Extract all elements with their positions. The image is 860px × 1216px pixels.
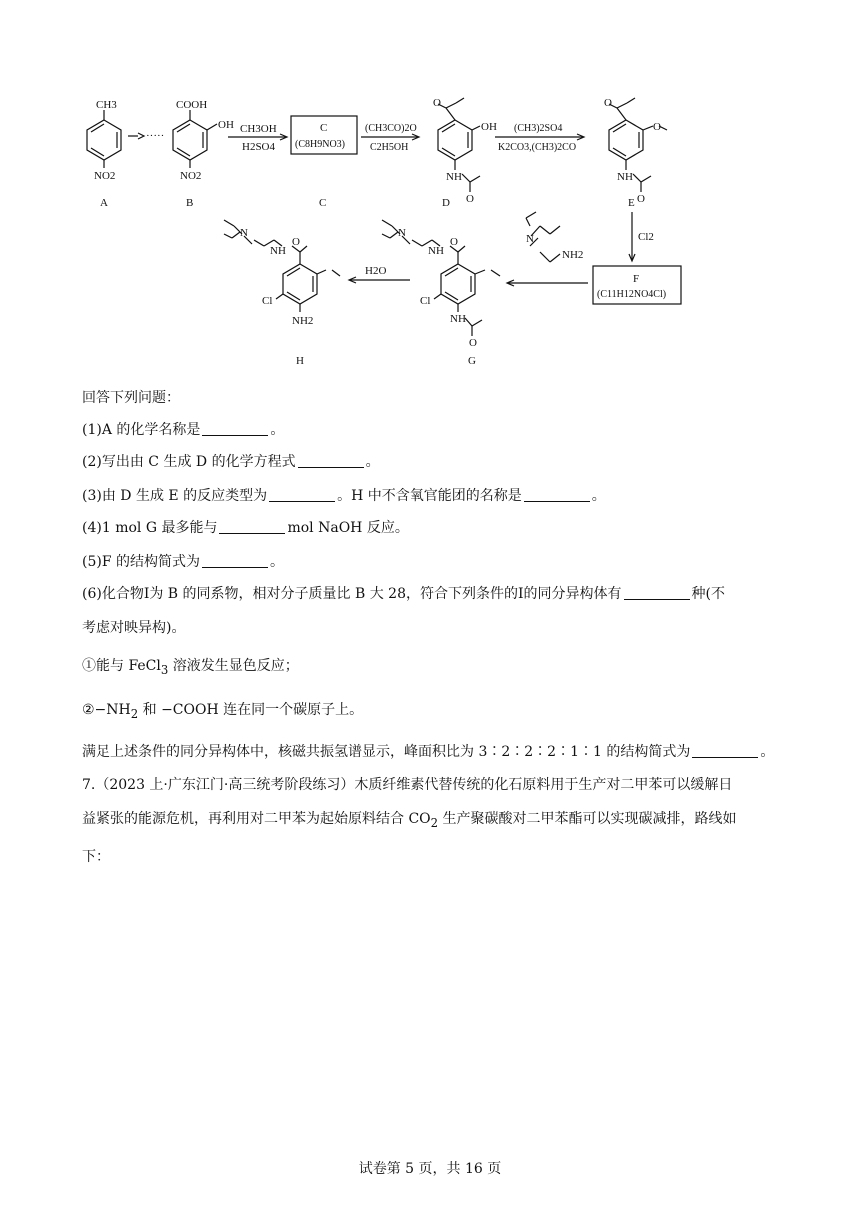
ring-a <box>87 120 121 160</box>
g-nh: NH <box>428 245 444 257</box>
ring-b <box>173 120 207 160</box>
label-d: D <box>442 197 450 209</box>
label-g: G <box>468 355 476 367</box>
q3-blank-1[interactable] <box>269 487 335 502</box>
q3-blank-2[interactable] <box>524 487 590 502</box>
ring-g <box>441 264 475 304</box>
h-nh2: NH2 <box>292 315 314 327</box>
cond2-end: 和 −COOH 连在同一个碳原子上。 <box>138 702 364 718</box>
g-cl: Cl <box>420 295 431 307</box>
ring-e <box>609 120 643 160</box>
d-oh: OH <box>481 121 497 133</box>
question-2 <box>82 452 380 472</box>
question-3 <box>82 486 606 506</box>
problem-7 <box>82 768 792 874</box>
cond2-sub: 2 <box>130 706 139 721</box>
h-o: O <box>292 236 300 248</box>
final-blank[interactable] <box>692 743 758 758</box>
q6-blank[interactable] <box>624 585 690 600</box>
arrow-d-e-top: (CH3)2SO4 <box>514 123 563 134</box>
condition-1 <box>82 656 299 680</box>
page-footer: 试卷第 5 页，共 16 页 <box>358 1161 502 1177</box>
problem-7-line-3: 下： <box>82 848 110 865</box>
q6-end: 种(不 <box>691 586 725 602</box>
p7-sub: 2 <box>430 815 439 830</box>
arrow-g-h: H2O <box>365 265 387 277</box>
q1-blank[interactable] <box>202 421 268 436</box>
cond2-text: ②−NH <box>82 702 131 718</box>
d-nh: NH <box>446 171 462 183</box>
cond1-end: 溶液发生显色反应； <box>168 658 299 674</box>
e-o3: O <box>637 193 645 205</box>
q5-text: (5)F 的结构简式为 <box>82 554 200 570</box>
p7-text2b: 生产聚碳酸对二甲苯酯可以实现碳减排，路线如 <box>438 811 737 827</box>
b-cooh: COOH <box>176 99 208 111</box>
box-f-formula: (C11H12NO4Cl) <box>597 289 667 300</box>
e-nh: NH <box>617 171 633 183</box>
q3-text: (3)由 D 生成 E 的反应类型为 <box>82 488 268 504</box>
q1-end: 。 <box>270 422 285 438</box>
h-nh: NH <box>270 245 286 257</box>
cond1-text: ①能与 FeCl <box>82 658 161 674</box>
arrow-b-c-top: CH3OH <box>240 123 277 135</box>
label-c: C <box>319 197 327 209</box>
reaction-scheme <box>60 86 800 376</box>
q3-mid: 。H 中不含氧官能团的名称是 <box>337 488 522 504</box>
q2-end: 。 <box>365 454 380 470</box>
problem-7-line-1: 7.（2023 上·广东江门·高三统考阶段练习）木质纤维素代替传统的化石原料用于生产对二甲苯可以缓解日 <box>82 777 733 793</box>
questions-intro: 回答下列问题： <box>82 390 180 406</box>
q2-text: (2)写出由 C 生成 D 的化学方程式 <box>82 454 296 470</box>
ring-h <box>283 264 317 304</box>
final-end: 。 <box>760 744 775 760</box>
question-4 <box>82 518 409 538</box>
question-5 <box>82 552 284 572</box>
arrow-d-e-bottom: K2CO3,(CH3)2CO <box>498 142 577 153</box>
q4-end: mol NaOH 反应。 <box>287 520 409 536</box>
box-c-formula: (C8H9NO3) <box>295 139 345 150</box>
final-text: 满足上述条件的同分异构体中，核磁共振氢谱显示，峰面积比为 3∶2∶2∶2∶1∶1 的结构简式为 <box>82 744 691 760</box>
q5-end: 。 <box>270 554 284 570</box>
d-o2: O <box>466 193 474 205</box>
g-o2: O <box>469 337 477 349</box>
q2-blank[interactable] <box>298 453 364 468</box>
d-o: O <box>433 97 441 109</box>
question-6 <box>82 584 725 604</box>
q3-end: 。 <box>591 488 606 504</box>
h-cl: Cl <box>262 295 273 307</box>
arrow-c-d-bottom: C2H5OH <box>370 142 409 153</box>
cond1-sub: 3 <box>160 662 169 677</box>
g-o: O <box>450 236 458 248</box>
reagent-n: N <box>526 233 534 245</box>
arrow-e-f: Cl2 <box>638 231 654 243</box>
arrow-b-c-bottom: H2SO4 <box>242 141 276 153</box>
e-o: O <box>604 97 612 109</box>
a-ch3: CH3 <box>96 99 117 111</box>
label-h: H <box>296 355 304 367</box>
g-n: N <box>398 227 406 239</box>
p7-text2a: 益紧张的能源危机，再利用对二甲苯为起始原料结合 CO <box>82 811 431 827</box>
label-e: E <box>628 197 635 209</box>
b-oh: OH <box>218 119 234 131</box>
label-a: A <box>100 197 108 209</box>
label-b: B <box>186 197 194 209</box>
ring-d <box>438 120 472 160</box>
a-no2: NO2 <box>94 170 116 182</box>
arrow-c-d-top: (CH3CO)2O <box>365 123 417 134</box>
q4-text: (4)1 mol G 最多能与 <box>82 520 218 536</box>
b-no2: NO2 <box>180 170 202 182</box>
q6-text: (6)化合物Ⅰ为 B 的同系物，相对分子质量比 B 大 28，符合下列条件的Ⅰ的同分异构体有 <box>82 586 622 602</box>
q1-text: (1)A 的化学名称是 <box>82 422 201 438</box>
condition-2 <box>82 700 363 724</box>
g-nh2: NH <box>450 313 466 325</box>
box-c-label: C <box>320 122 328 134</box>
q4-blank[interactable] <box>219 519 285 534</box>
reagent-nh2: NH2 <box>562 249 584 261</box>
box-f-label: F <box>633 273 640 285</box>
h-n: N <box>240 227 248 239</box>
e-o2: O <box>653 121 661 133</box>
q5-blank[interactable] <box>202 553 268 568</box>
question-6-cont: 考虑对映异构)。 <box>82 620 186 636</box>
question-1 <box>82 420 284 440</box>
problem-7-line-2 <box>82 802 792 840</box>
final-question <box>82 742 774 762</box>
arrow-a-b-dots: ····· <box>146 130 165 142</box>
